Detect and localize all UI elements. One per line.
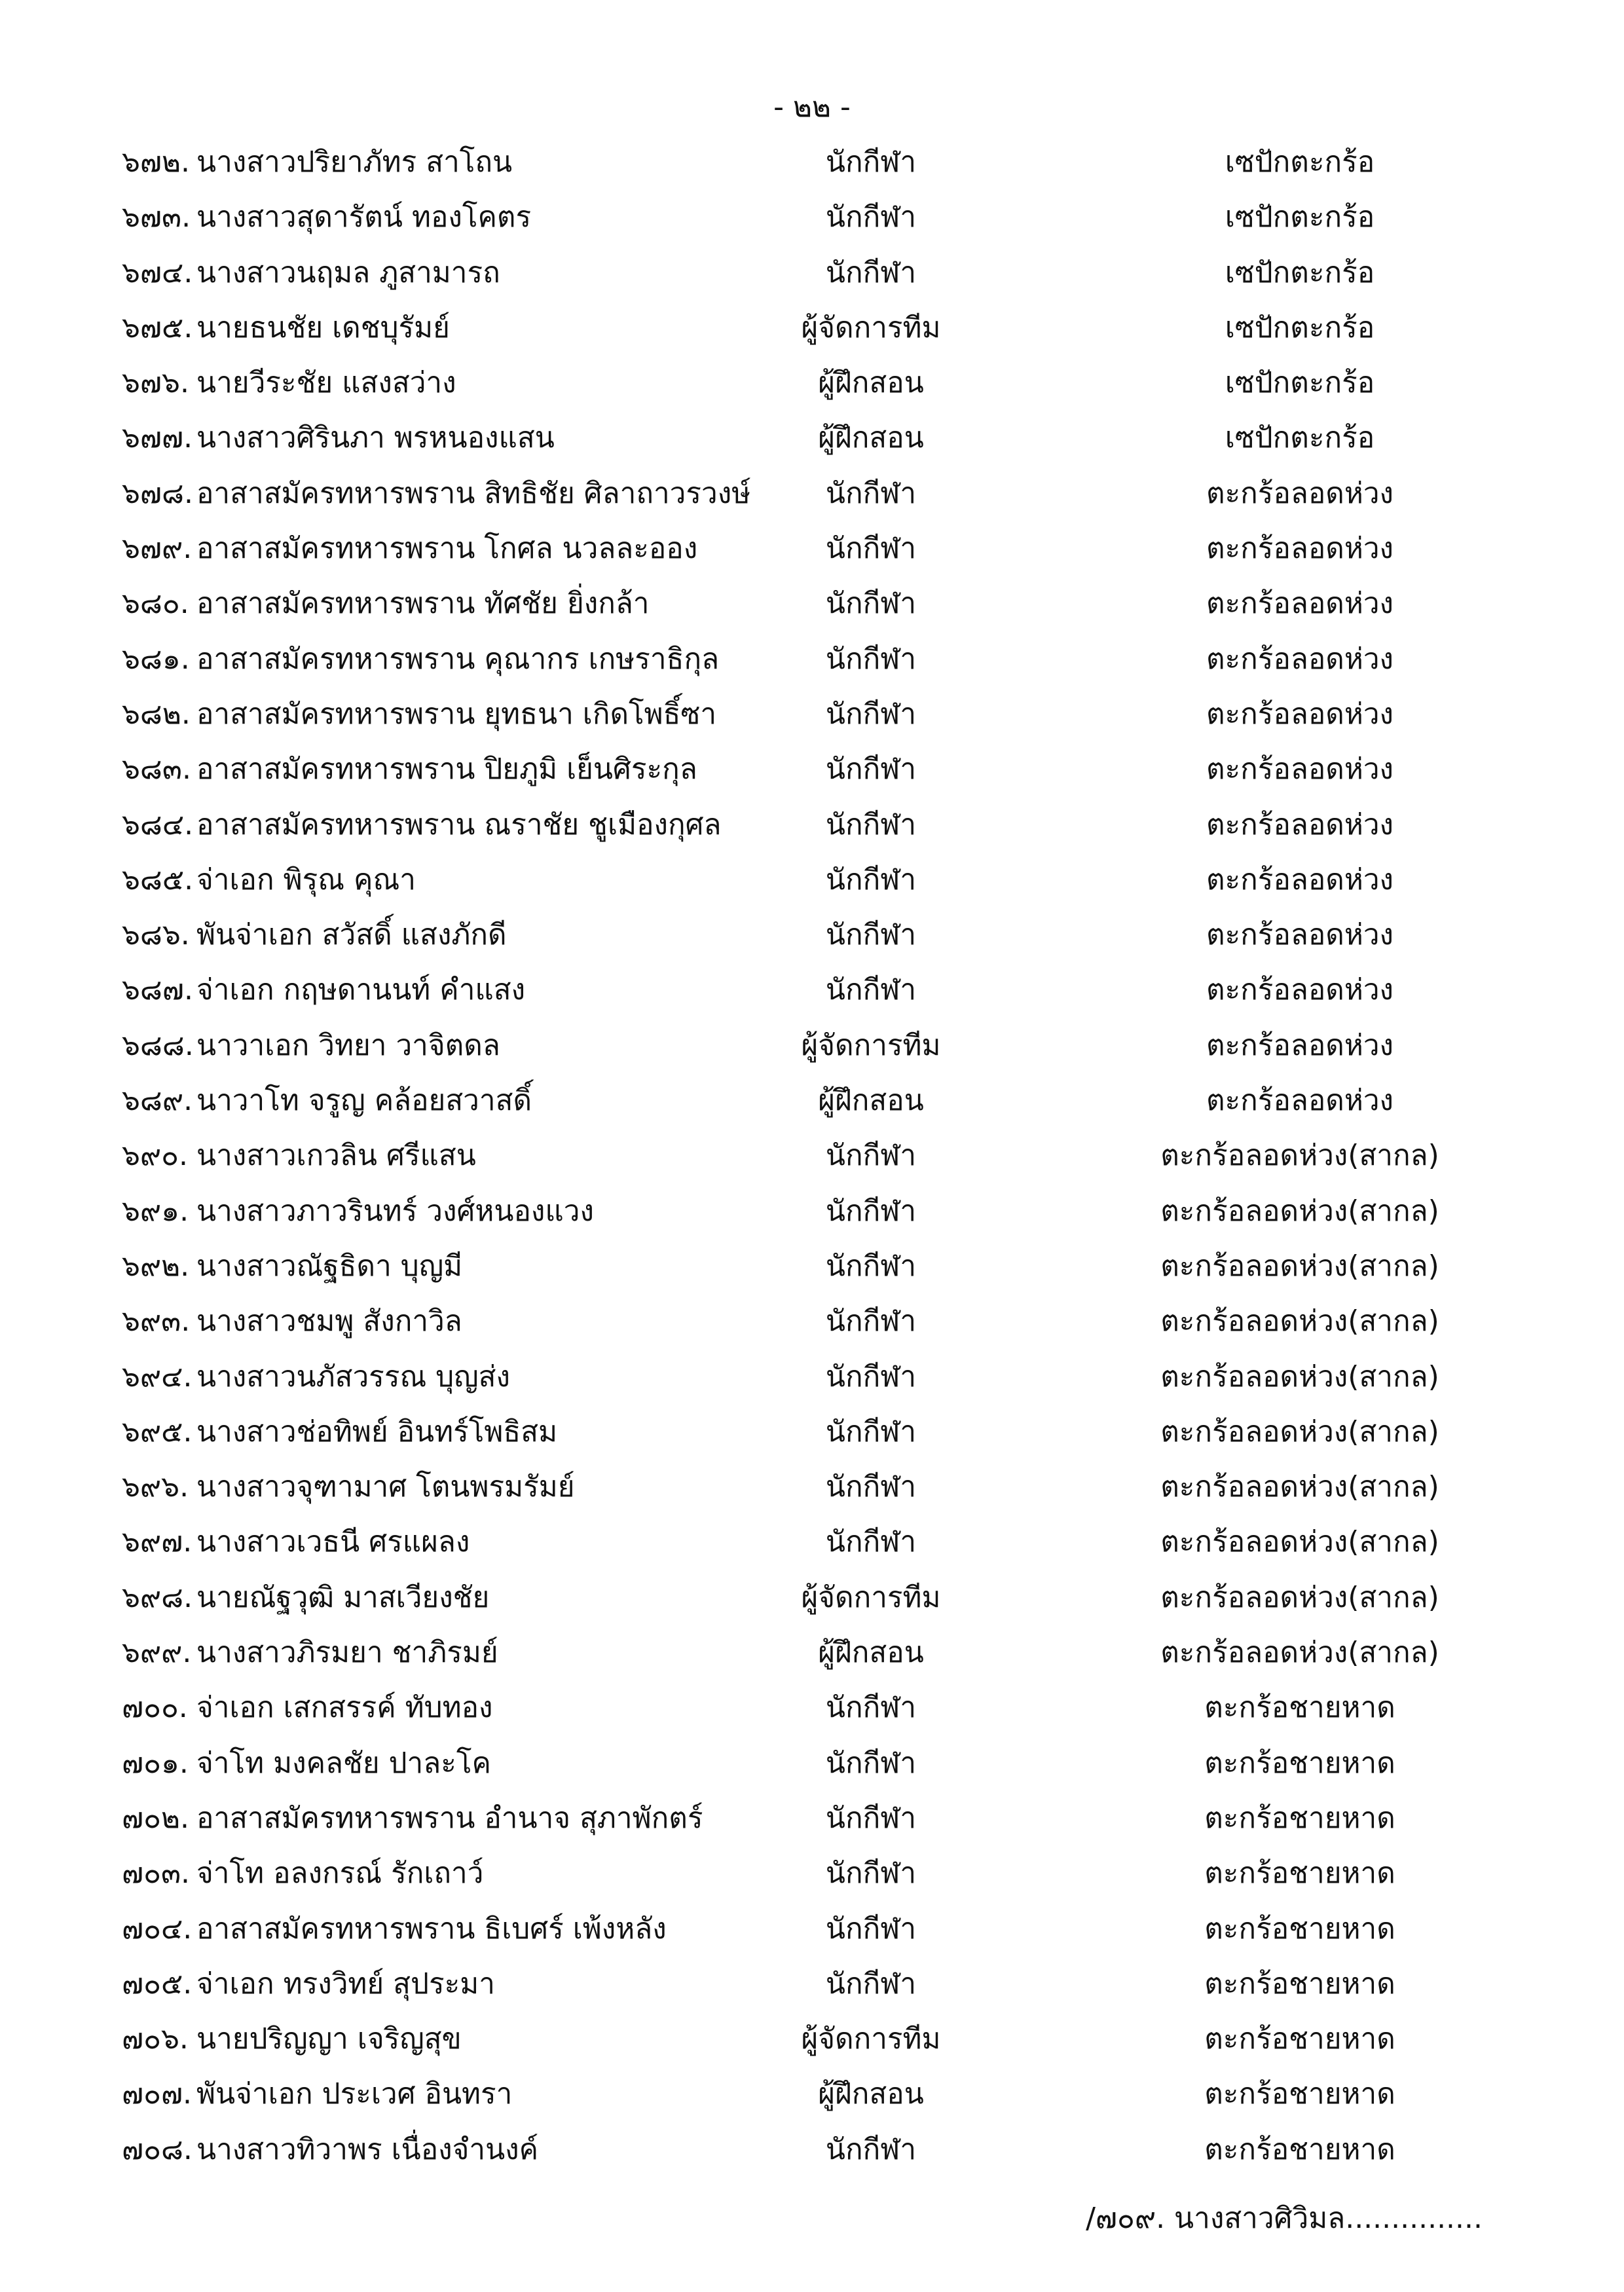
sport-name: ตะกร้อลอดห่วง(สากล) [1160,1139,1439,1173]
entry-number: ๗๐๒. [122,1801,189,1835]
entry-number: ๗๐๑. [122,1746,189,1780]
person-role: นักกีฬา [825,1470,917,1504]
list-item [0,1239,1624,1294]
person-name: นายปริญญา เจริญสุข [196,2022,462,2056]
list-item [0,632,1624,687]
person-role: ผู้ฝึกสอน [818,1084,924,1118]
sport-name: ตะกร้อชายหาด [1204,2022,1395,2056]
person-name: อาสาสมัครทหารพราน ณราชัย ชูเมืองกุศล [196,807,722,841]
entry-number: ๖๗๙. [122,532,193,566]
list-item [0,1680,1624,1735]
list-item [0,1570,1624,1625]
entry-number: ๖๙๔. [122,1359,193,1394]
sport-name: ตะกร้อลอดห่วง(สากล) [1160,1414,1439,1449]
person-name: จ่าเอก ทรงวิทย์ สุประมา [196,1967,495,2001]
person-role: นักกีฬา [825,532,917,566]
person-name: นางสาวภิรมยา ชาภิรมย์ [196,1636,498,1670]
sport-name: ตะกร้อลอดห่วง [1206,807,1394,841]
person-role: นักกีฬา [825,255,917,289]
entry-number: ๖๗๘. [122,476,193,510]
continuation-note: /๗๐๙. นางสาวศิวิมล............... [1086,2202,1483,2235]
entry-number: ๖๙๗. [122,1525,193,1559]
sport-name: ตะกร้อลอดห่วง [1206,532,1394,566]
list-item [0,908,1624,963]
sport-name: ตะกร้อลอดห่วง [1206,752,1394,786]
list-item [0,411,1624,466]
entry-number: ๖๙๐. [122,1139,188,1173]
person-name: นายณัฐวุฒิ มาสเวียงชัย [196,1580,490,1614]
list-item [0,853,1624,908]
sport-name: ตะกร้อชายหาด [1204,1746,1395,1780]
person-name: นางสาวสุดารัตน์ ทองโคตร [196,200,532,234]
person-name: นางสาวภาวรินทร์ วงศ์หนองแวง [196,1194,594,1228]
person-name: นางสาวเวธนี ศรแผลง [196,1525,470,1559]
person-name: นางสาวนภัสวรรณ บุญส่ง [196,1359,511,1394]
sport-name: ตะกร้อลอดห่วง(สากล) [1160,1470,1439,1504]
entry-number: ๖๙๓. [122,1304,191,1339]
person-name: จ่าเอก เสกสรรค์ ทับทอง [196,1691,493,1725]
entry-number: ๖๘๑. [122,642,190,676]
list-item [0,356,1624,411]
list-item [0,135,1624,190]
entry-number: ๖๘๐. [122,587,189,621]
person-role: นักกีฬา [825,1525,917,1559]
sport-name: ตะกร้อลอดห่วง [1206,973,1394,1007]
person-role: ผู้ฝึกสอน [818,1636,924,1670]
list-item [0,1736,1624,1791]
list-item [0,2012,1624,2067]
person-role: ผู้จัดการทีม [801,2022,941,2056]
list-item [0,1405,1624,1460]
list-item [0,1625,1624,1680]
person-name: อาสาสมัครทหารพราน ปิยภูมิ เย็นศิระกุล [196,752,697,786]
person-name: นางสาวนฤมล ภูสามารถ [196,255,500,289]
person-role: นักกีฬา [825,752,917,786]
entry-number: ๖๗๒. [122,145,191,179]
person-name: จ่าเอก พิรุณ คุณา [196,862,416,896]
person-role: ผู้ฝึกสอน [818,421,924,455]
person-name: พันจ่าเอก สวัสดิ์ แสงภักดี [196,918,507,952]
person-name: อาสาสมัครทหารพราน คุณากร เกษราธิกุล [196,642,720,676]
list-item [0,1073,1624,1128]
list-item [0,1791,1624,1846]
person-name: นางสาวชมพู สังกาวิล [196,1304,462,1339]
list-item [0,1294,1624,1349]
sport-name: เซปักตะกร้อ [1225,145,1375,179]
sport-name: ตะกร้อชายหาด [1204,1857,1395,1891]
list-item [0,1902,1624,1957]
person-name: อาสาสมัครทหารพราน ยุทธนา เกิดโพธิ์ซา [196,697,717,731]
list-item [0,2067,1624,2122]
person-role: นักกีฬา [825,2132,917,2166]
sport-name: เซปักตะกร้อ [1225,366,1375,400]
person-name: จ่าเอก กฤษดานนท์ คำแสง [196,973,526,1007]
person-role: นักกีฬา [825,1414,917,1449]
sport-name: ตะกร้อลอดห่วง(สากล) [1160,1249,1439,1283]
person-role: นักกีฬา [825,973,917,1007]
entry-number: ๗๐๓. [122,1857,191,1891]
person-name: อาสาสมัครทหารพราน ทัศชัย ยิ่งกล้า [196,587,650,621]
sport-name: ตะกร้อลอดห่วง [1206,642,1394,676]
list-item [0,1350,1624,1405]
person-role: นักกีฬา [825,1857,917,1891]
person-role: นักกีฬา [825,1746,917,1780]
person-role: ผู้ฝึกสอน [818,366,924,400]
person-name: นางสาวเกวลิน ศรีแสน [196,1139,476,1173]
person-role: นักกีฬา [825,200,917,234]
sport-name: ตะกร้อลอดห่วง [1206,1028,1394,1062]
entry-number: ๖๘๗. [122,973,193,1007]
person-name: นางสาวศิรินภา พรหนองแสน [196,421,555,455]
entry-number: ๖๘๘. [122,1028,194,1062]
person-role: นักกีฬา [825,862,917,896]
person-role: นักกีฬา [825,1194,917,1228]
person-role: นักกีฬา [825,145,917,179]
sport-name: ตะกร้อชายหาด [1204,1691,1395,1725]
person-name: นางสาวทิวาพร เนื่องจำนงค์ [196,2132,539,2166]
sport-name: ตะกร้อลอดห่วง [1206,476,1394,510]
entry-number: ๗๐๗. [122,2077,193,2111]
person-name: นางสาวจุฑามาศ โตนพรมรัมย์ [196,1470,575,1504]
person-role: ผู้จัดการทีม [801,1580,941,1614]
entry-number: ๗๐๐. [122,1691,188,1725]
entry-number: ๖๙๒. [122,1249,190,1283]
list-item [0,1018,1624,1073]
entry-number: ๖๘๓. [122,752,191,786]
list-item [0,798,1624,853]
list-item [0,1846,1624,1901]
person-name: นาวาโท จรูญ คล้อยสวาสดิ์ [196,1084,532,1118]
person-role: นักกีฬา [825,807,917,841]
sport-name: เซปักตะกร้อ [1225,255,1375,289]
list-item [0,1460,1624,1515]
person-name: จ่าโท อลงกรณ์ รักเถาว์ [196,1857,484,1891]
list-item [0,963,1624,1018]
entry-number: ๖๘๔. [122,807,194,841]
entry-number: ๖๙๘. [122,1580,193,1614]
sport-name: ตะกร้อลอดห่วง [1206,862,1394,896]
list-item [0,1184,1624,1239]
person-name: อาสาสมัครทหารพราน ธิเบศร์ เพ้งหลัง [196,1912,667,1946]
entry-number: ๖๗๗. [122,421,193,455]
list-item [0,687,1624,742]
person-name: นายธนชัย เดชบุรัมย์ [196,310,450,344]
list-item [0,2122,1624,2177]
person-name: นางสาวปริยาภัทร สาโถน [196,145,513,179]
entry-number: ๖๙๙. [122,1636,192,1670]
person-role: นักกีฬา [825,642,917,676]
person-name: นายวีระชัย แสงสว่าง [196,366,456,400]
sport-name: ตะกร้อลอดห่วง(สากล) [1160,1636,1439,1670]
list-item [0,190,1624,245]
person-role: นักกีฬา [825,1139,917,1173]
sport-name: ตะกร้อชายหาด [1204,2132,1395,2166]
sport-name: ตะกร้อลอดห่วง [1206,587,1394,621]
list-item [0,576,1624,631]
list-item [0,742,1624,797]
person-role: นักกีฬา [825,697,917,731]
person-name: อาสาสมัครทหารพราน อำนาจ สุภาพักตร์ [196,1801,703,1835]
person-name: อาสาสมัครทหารพราน โกศล นวลละออง [196,532,698,566]
person-name: นางสาวณัฐธิดา บุญมี [196,1249,463,1283]
person-role: นักกีฬา [825,1967,917,2001]
person-role: นักกีฬา [825,1801,917,1835]
sport-name: เซปักตะกร้อ [1225,200,1375,234]
entry-number: ๖๘๕. [122,862,194,896]
list-item [0,1128,1624,1183]
entry-number: ๖๗๔. [122,255,193,289]
person-name: พันจ่าเอก ประเวศ อินทรา [196,2077,513,2111]
list-item [0,466,1624,521]
sport-name: ตะกร้อลอดห่วง(สากล) [1160,1304,1439,1339]
sport-name: ตะกร้อลอดห่วง(สากล) [1160,1359,1439,1394]
list-item [0,1515,1624,1570]
sport-name: ตะกร้อลอดห่วง(สากล) [1160,1580,1439,1614]
person-role: ผู้จัดการทีม [801,310,941,344]
person-name: นาวาเอก วิทยา วาจิตดล [196,1028,500,1062]
entry-number: ๖๘๙. [122,1084,193,1118]
sport-name: ตะกร้อลอดห่วง [1206,918,1394,952]
person-role: ผู้จัดการทีม [801,1028,941,1062]
person-role: นักกีฬา [825,1359,917,1394]
list-item [0,1957,1624,2012]
sport-name: ตะกร้อชายหาด [1204,2077,1395,2111]
person-role: นักกีฬา [825,476,917,510]
sport-name: ตะกร้อลอดห่วง(สากล) [1160,1194,1439,1228]
sport-name: ตะกร้อชายหาด [1204,1912,1395,1946]
entry-number: ๖๗๓. [122,200,191,234]
person-name: จ่าโท มงคลชัย ปาละโค [196,1746,491,1780]
list-item [0,301,1624,356]
sport-name: ตะกร้อชายหาด [1204,1801,1395,1835]
entry-number: ๖๙๕. [122,1414,193,1449]
sport-name: ตะกร้อชายหาด [1204,1967,1395,2001]
entry-number: ๖๙๖. [122,1470,189,1504]
entry-number: ๖๘๒. [122,697,191,731]
person-name: อาสาสมัครทหารพราน สิทธิชัย ศิลาถาวรวงษ์ [196,476,751,510]
entry-number: ๖๗๕. [122,310,193,344]
person-role: นักกีฬา [825,587,917,621]
page-number: - ๒๒ - [773,90,851,124]
entry-number: ๗๐๘. [122,2132,193,2166]
person-role: นักกีฬา [825,1249,917,1283]
person-role: นักกีฬา [825,918,917,952]
entry-number: ๖๗๖. [122,366,189,400]
entry-number: ๖๘๖. [122,918,190,952]
person-role: นักกีฬา [825,1912,917,1946]
person-role: ผู้ฝึกสอน [818,2077,924,2111]
personnel-list [0,135,1624,2177]
person-name: นางสาวช่อทิพย์ อินทร์โพธิสม [196,1414,558,1449]
sport-name: ตะกร้อลอดห่วง [1206,1084,1394,1118]
sport-name: ตะกร้อลอดห่วง(สากล) [1160,1525,1439,1559]
sport-name: ตะกร้อลอดห่วง [1206,697,1394,731]
sport-name: เซปักตะกร้อ [1225,421,1375,455]
list-item [0,521,1624,576]
person-role: นักกีฬา [825,1304,917,1339]
list-item [0,246,1624,301]
entry-number: ๗๐๕. [122,1967,193,2001]
sport-name: เซปักตะกร้อ [1225,310,1375,344]
entry-number: ๖๙๑. [122,1194,189,1228]
entry-number: ๗๐๔. [122,1912,193,1946]
person-role: นักกีฬา [825,1691,917,1725]
entry-number: ๗๐๖. [122,2022,189,2056]
